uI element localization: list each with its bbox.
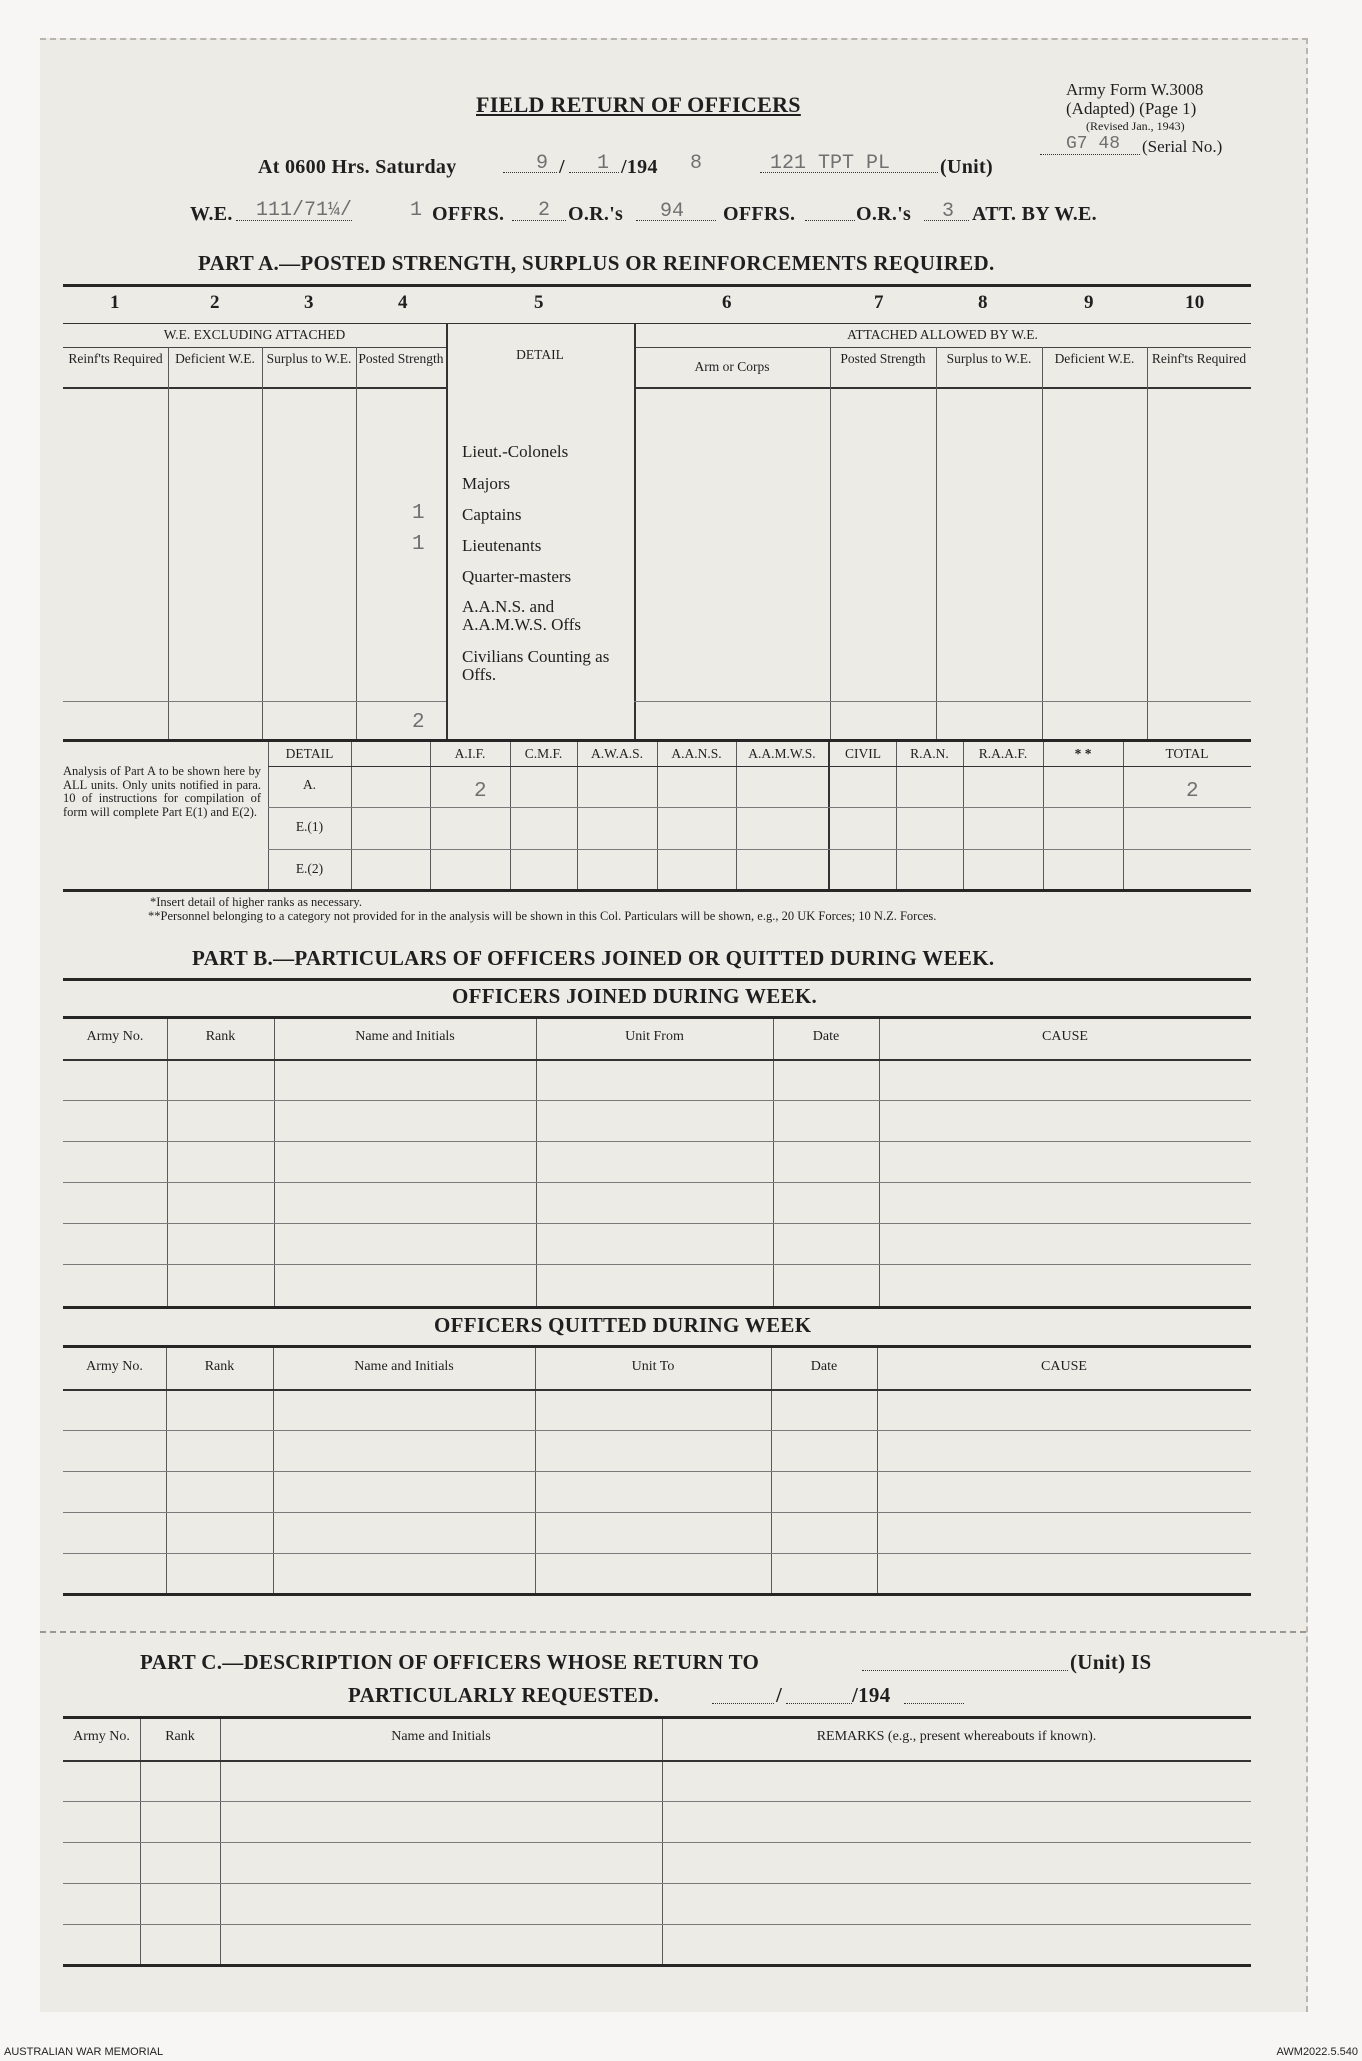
col6-header: Arm or Corps — [694, 359, 770, 374]
part-c-unit-label: (Unit) IS — [1070, 1650, 1152, 1674]
analysis-row-a: A. — [302, 777, 317, 792]
rank-lieutenants: Lieutenants — [462, 536, 542, 555]
footer-institution: AUSTRALIAN WAR MEMORIAL — [4, 2046, 164, 2058]
footnote-personnel: **Personnel belonging to a category not provided for in the analysis will be shown in this Col. Particulars will be shown, e.g., 20 UK Forces; 10 N.Z. Forces. — [148, 909, 937, 923]
col3-header: Surplus to W.E. — [266, 351, 352, 366]
col7-header: Posted Strength — [840, 351, 926, 366]
total-a-value: 2 — [1186, 780, 1199, 803]
col4-header: Posted Strength — [358, 351, 444, 366]
rank-quarter-masters: Quarter-masters — [462, 567, 572, 586]
aif-a-value: 2 — [474, 780, 487, 803]
month-value: 1 — [597, 152, 610, 175]
att-value: 3 — [942, 200, 955, 223]
col5-header: DETAIL — [516, 347, 564, 362]
part-a-title: PART A.—POSTED STRENGTH, SURPLUS OR REINFORCEMENTS REQUIRED. — [198, 251, 995, 275]
col2-header: Deficient W.E. — [175, 351, 255, 366]
attached-allowed-header: ATTACHED ALLOWED BY W.E. — [847, 327, 1038, 342]
col1-header: Reinf'ts Required — [68, 351, 163, 366]
col8-header: Surplus to W.E. — [946, 351, 1032, 366]
analysis-row-e1: E.(1) — [295, 819, 324, 834]
rank-lieut-colonels: Lieut.-Colonels — [462, 442, 569, 461]
unit-value: 121 TPT PL — [770, 152, 891, 175]
rank-aans: A.A.N.S. and A.A.M.W.S. Offs — [462, 597, 582, 634]
analysis-row-e2: E.(2) — [295, 861, 324, 876]
total-posted-value: 2 — [412, 711, 425, 734]
year-value: 8 — [690, 152, 703, 175]
footer-accession: AWM2022.5.540 — [1276, 2046, 1358, 2058]
year-prefix: /194 — [621, 156, 658, 178]
lieutenants-posted-value: 1 — [412, 533, 425, 556]
or-label: O.R.'s — [568, 203, 624, 225]
offrs2-value: 94 — [660, 200, 685, 223]
footnote-ranks: *Insert detail of higher ranks as necessary. — [150, 895, 362, 909]
day-field[interactable] — [503, 172, 557, 173]
rank-captains: Captains — [462, 505, 522, 524]
offrs2-label: OFFRS. — [723, 203, 796, 225]
part-b-title: PART B.—PARTICULARS OF OFFICERS JOINED OR QUITTED DURING WEEK. — [192, 946, 995, 970]
rank-civilians: Civilians Counting as Offs. — [462, 647, 610, 684]
serial-value: G7 48 — [1066, 134, 1121, 154]
part-c-day-field[interactable] — [712, 1703, 774, 1704]
part-c-year-field[interactable] — [904, 1703, 964, 1704]
offrs2-blank-field[interactable] — [805, 220, 855, 221]
quitted-title: OFFICERS QUITTED DURING WEEK — [434, 1313, 812, 1337]
captains-posted-value: 1 — [412, 502, 425, 525]
rank-majors: Majors — [462, 474, 511, 493]
serial-label: (Serial No.) — [1142, 137, 1223, 156]
or-value: 2 — [538, 199, 551, 222]
offrs-label: OFFRS. — [432, 203, 505, 225]
we-value: 111/71¼/ — [256, 199, 353, 222]
at-hours-label: At 0600 Hrs. Saturday — [258, 156, 457, 178]
part-c-year: /194 — [852, 1683, 891, 1707]
unit-label: (Unit) — [940, 156, 993, 178]
day-value: 9 — [536, 152, 549, 175]
part-c-unit-field[interactable] — [862, 1670, 1068, 1671]
we-excluding-attached-header: W.E. EXCLUDING ATTACHED — [163, 327, 346, 342]
month-field[interactable] — [569, 172, 619, 173]
serial-field[interactable] — [1040, 136, 1140, 155]
we-label: W.E. — [190, 203, 233, 225]
col10-header: Reinf'ts Required — [1151, 351, 1247, 366]
form-adapted: (Adapted) (Page 1) — [1066, 99, 1197, 118]
col9-header: Deficient W.E. — [1054, 351, 1135, 366]
analysis-note: Analysis of Part A to be shown here by ALL units. Only units notified in para. 10 of instructions for compilation of form will complete Part E(1) and E(2). — [63, 764, 261, 819]
part-c-title: PART C.—DESCRIPTION OF OFFICERS WHOSE RETURN TO — [140, 1650, 760, 1674]
offrs-value: 1 — [410, 199, 423, 222]
joined-title: OFFICERS JOINED DURING WEEK. — [452, 984, 818, 1008]
part-c-requested: PARTICULARLY REQUESTED. — [348, 1683, 660, 1707]
tear-line — [40, 1631, 1306, 1633]
part-c-month-field[interactable] — [786, 1703, 852, 1704]
or2-label: O.R.'s — [856, 203, 912, 225]
form-revised: (Revised Jan., 1943) — [1086, 119, 1185, 133]
form-title: FIELD RETURN OF OFFICERS — [476, 92, 801, 117]
form-number: Army Form W.3008 — [1066, 80, 1204, 99]
att-label: ATT. BY W.E. — [972, 203, 1097, 225]
